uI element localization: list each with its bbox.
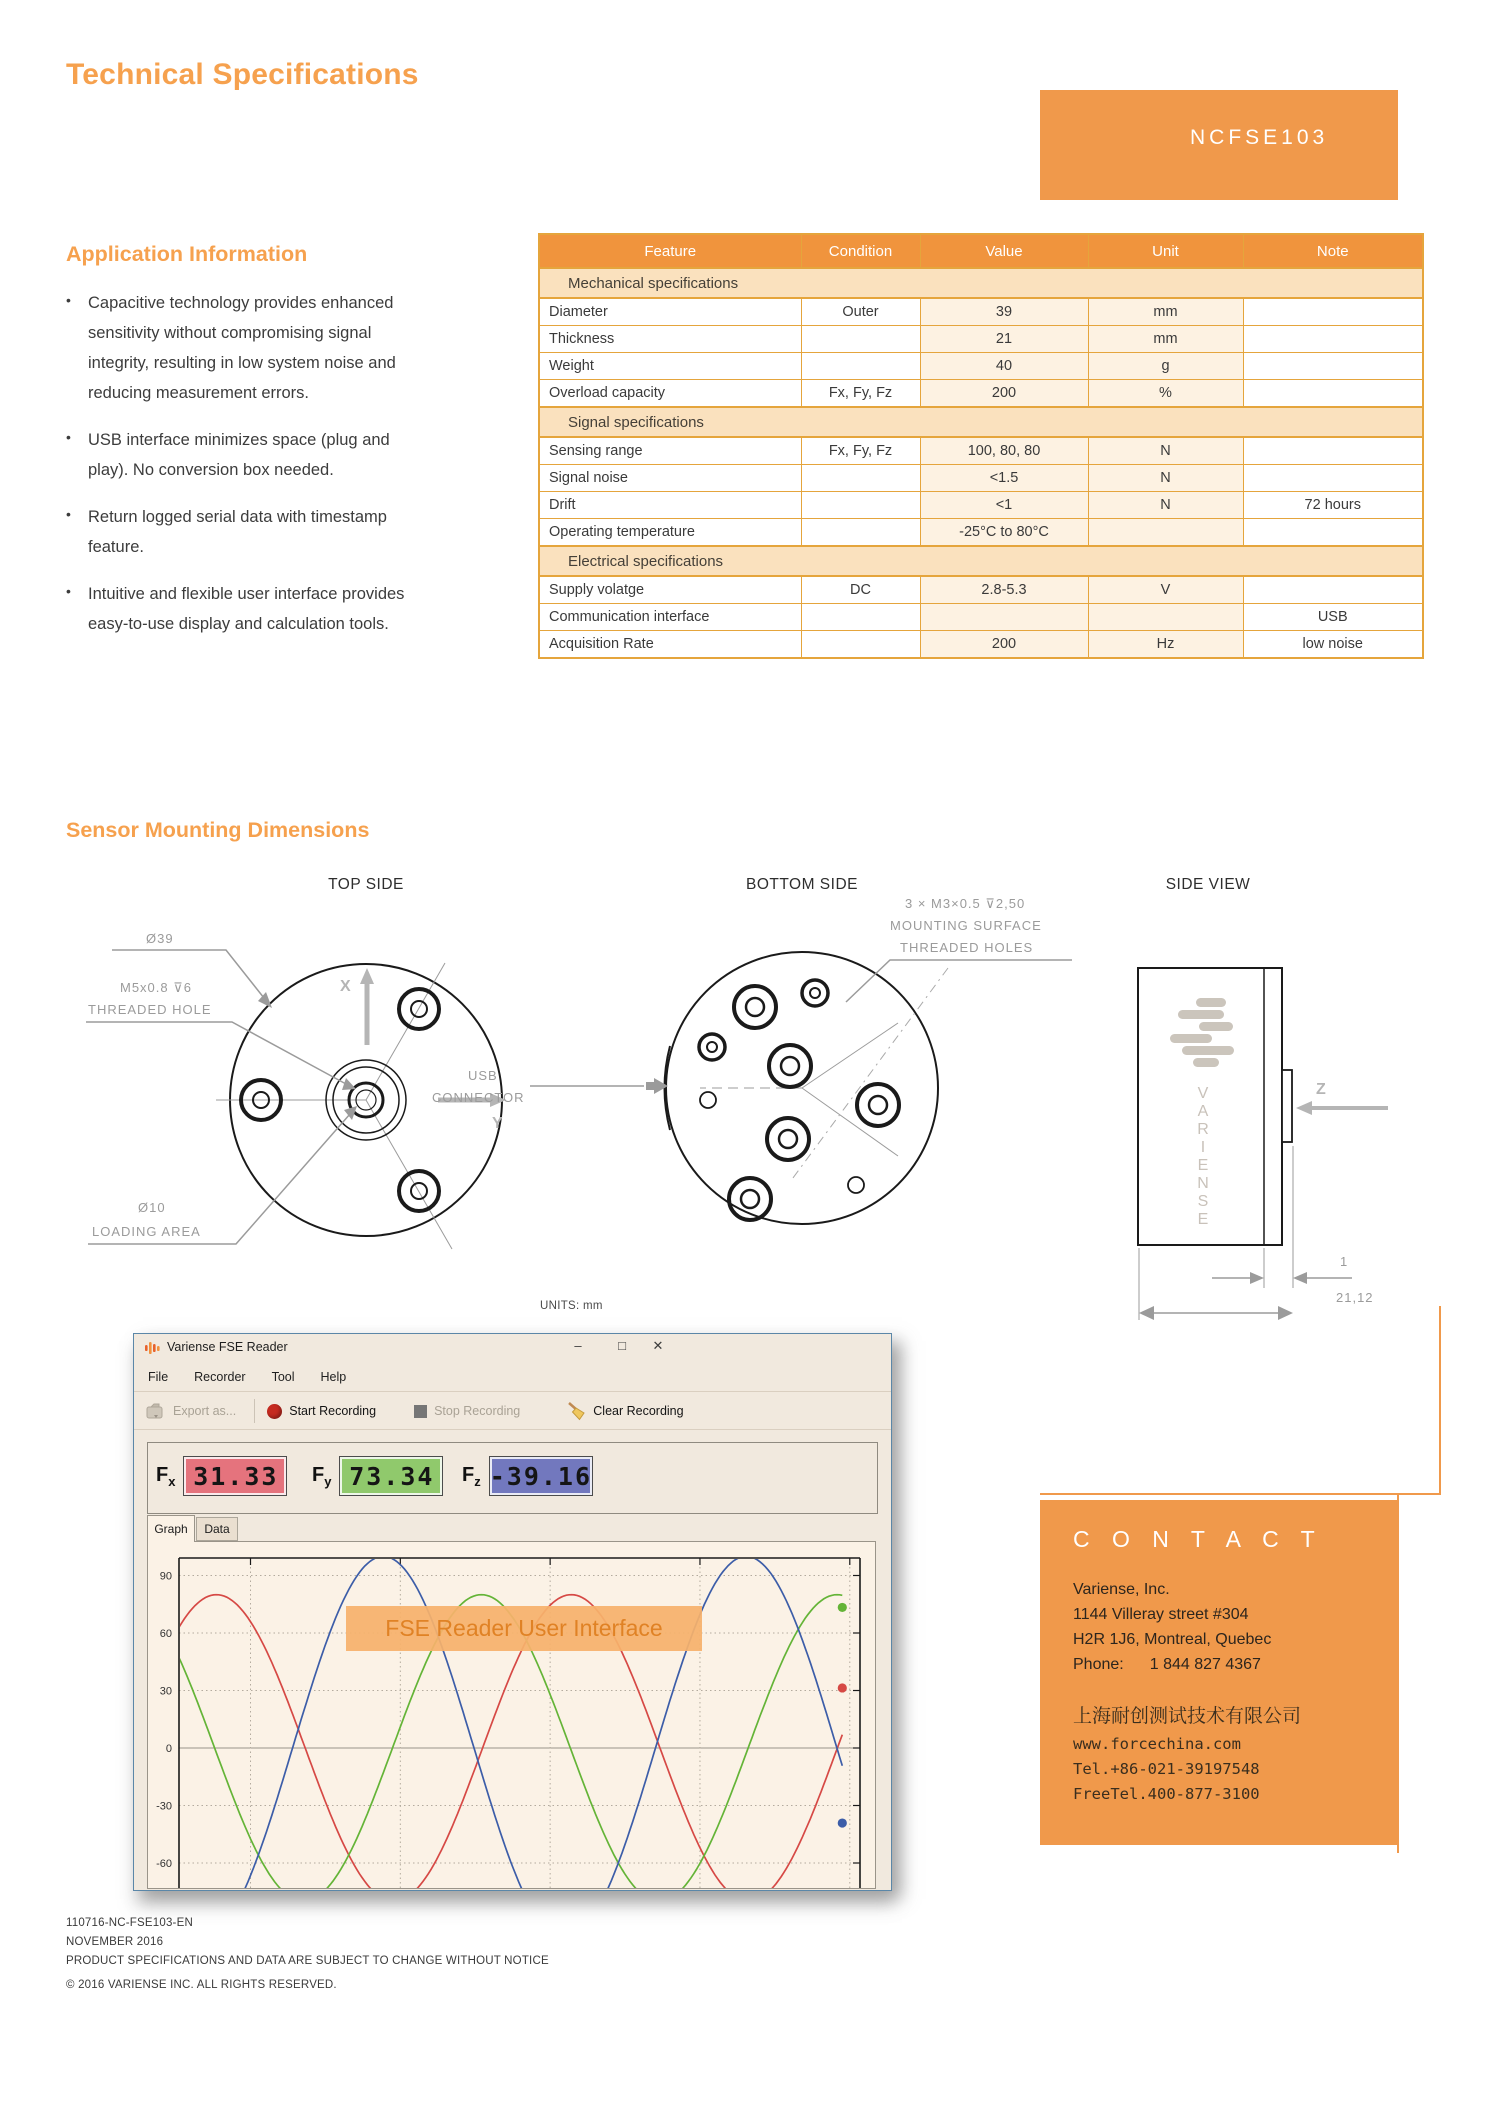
bullet-item: • Return logged serial data with timestamp feature. <box>66 502 418 562</box>
table-cell: 200 <box>920 380 1088 408</box>
tab-data[interactable]: Data <box>196 1517 238 1541</box>
table-cell <box>801 519 920 547</box>
contact-rule-horizontal <box>1040 1493 1441 1495</box>
dim-small-label: 1 <box>1340 1254 1349 1269</box>
table-cell <box>801 492 920 519</box>
application-info-heading: Application Information <box>66 242 308 266</box>
table-row <box>539 492 1423 519</box>
contact-cn-company: 上海耐创测试技术有限公司 <box>1073 1705 1302 1727</box>
table-row <box>539 576 1423 604</box>
table-cell: Acquisition Rate <box>539 631 801 659</box>
app-icon <box>145 1341 161 1355</box>
start-recording-button[interactable]: Start Recording <box>267 1404 376 1419</box>
fy-value-display: 73.34 <box>339 1456 443 1496</box>
svg-text:60: 60 <box>159 1627 172 1640</box>
table-cell: 72 hours <box>1243 492 1423 519</box>
table-cell: Hz <box>1088 631 1243 659</box>
table-cell <box>801 326 920 353</box>
table-cell: mm <box>1088 326 1243 353</box>
table-cell <box>920 604 1088 631</box>
bottom-thread-label-1: 3 × M3×0.5 ⊽2,50 <box>905 896 1026 911</box>
table-header-cell: Feature <box>539 234 801 268</box>
menu-bar <box>134 1362 891 1392</box>
toolbar-separator <box>254 1399 255 1423</box>
table-header-row <box>539 234 1423 268</box>
table-cell <box>801 631 920 659</box>
graph-panel <box>147 1541 876 1889</box>
export-icon <box>146 1403 166 1419</box>
table-cell: N <box>1088 492 1243 519</box>
top-diameter-label: Ø39 <box>146 931 174 946</box>
footer-doc-number: 110716-NC-FSE103-EN <box>66 1917 193 1929</box>
usb-label-1: USB <box>468 1068 498 1083</box>
variense-logo-text: V A R I E N S E <box>1197 1085 1211 1228</box>
footer <box>66 1917 549 1998</box>
table-cell: N <box>1088 437 1243 465</box>
table-cell <box>801 465 920 492</box>
table-cell: <1 <box>920 492 1088 519</box>
table-row <box>539 407 1423 437</box>
contact-cn-freetel: FreeTel.400-877-3100 <box>1073 1785 1260 1803</box>
menu-item-recorder[interactable]: Recorder <box>194 1369 246 1384</box>
table-row <box>539 298 1423 326</box>
bottom-side-drawing <box>432 896 1072 1224</box>
view-label-side: SIDE VIEW <box>1165 876 1251 893</box>
fse-reader-window <box>133 1333 892 1891</box>
table-cell <box>1243 465 1423 492</box>
footer-disclaimer: PRODUCT SPECIFICATIONS AND DATA ARE SUBJECT TO CHANGE WITHOUT NOTICE <box>66 1955 549 1967</box>
table-cell: Fx, Fy, Fz <box>801 437 920 465</box>
table-header-cell: Unit <box>1088 234 1243 268</box>
table-header-cell: Note <box>1243 234 1423 268</box>
toolbar <box>134 1393 891 1430</box>
table-section-cell: Signal specifications <box>539 407 1423 437</box>
bullet-item: • Intuitive and flexible user interface provides easy-to-use display and calculation tools. <box>66 579 418 639</box>
tab-graph[interactable]: Graph <box>147 1515 195 1542</box>
table-cell: Outer <box>801 298 920 326</box>
table-cell: Fx, Fy, Fz <box>801 380 920 408</box>
table-row <box>539 465 1423 492</box>
table-cell <box>1243 437 1423 465</box>
axis-z-label: Z <box>1316 1081 1326 1098</box>
table-cell: Overload capacity <box>539 380 801 408</box>
table-row <box>539 519 1423 547</box>
table-cell <box>1088 604 1243 631</box>
table-cell <box>1243 298 1423 326</box>
broom-icon <box>566 1401 586 1421</box>
table-cell: 39 <box>920 298 1088 326</box>
maximize-icon[interactable]: □ <box>618 1338 626 1353</box>
table-cell: low noise <box>1243 631 1423 659</box>
contact-rule-vertical-top <box>1439 1306 1441 1493</box>
contact-heading: C O N T A C T <box>1073 1526 1323 1552</box>
table-row <box>539 631 1423 659</box>
force-plot <box>148 1542 875 1888</box>
top-loading-label-1: Ø10 <box>138 1200 166 1215</box>
bottom-thread-label-3: THREADED HOLES <box>900 940 1034 955</box>
table-cell: Weight <box>539 353 801 380</box>
contact-website: www.forcechina.com <box>1073 1735 1241 1753</box>
bullet-item: • Capacitive technology provides enhanced sensitivity without compromising signal integrity, resulting in low system noise and reducing measurement errors. <box>66 288 418 408</box>
table-cell: Diameter <box>539 298 801 326</box>
model-badge-label: NCFSE103 <box>1190 126 1329 149</box>
table-cell <box>1243 326 1423 353</box>
table-cell: N <box>1088 465 1243 492</box>
table-header-cell: Value <box>920 234 1088 268</box>
contact-address-1: 1144 Villeray street #304 <box>1073 1606 1249 1623</box>
footer-copyright: © 2016 VARIENSE INC. ALL RIGHTS RESERVED. <box>66 1979 337 1991</box>
watermark-banner <box>346 1606 702 1651</box>
top-thread-label-2: THREADED HOLE <box>88 1002 212 1017</box>
table-cell: g <box>1088 353 1243 380</box>
table-cell: 21 <box>920 326 1088 353</box>
mounting-drawings <box>0 890 1489 1330</box>
minimize-icon[interactable]: – <box>574 1338 582 1353</box>
spec-table <box>538 233 1424 659</box>
table-cell: Drift <box>539 492 801 519</box>
export-button[interactable]: Export as... <box>146 1403 236 1419</box>
table-cell: -25°C to 80°C <box>920 519 1088 547</box>
table-section-cell: Electrical specifications <box>539 546 1423 576</box>
bullet-icon: • <box>66 506 71 523</box>
bullet-item: • USB interface minimizes space (plug and play). No conversion box needed. <box>66 425 418 485</box>
table-cell <box>801 604 920 631</box>
bullet-icon: • <box>66 429 71 446</box>
clear-recording-button[interactable]: Clear Recording <box>566 1401 683 1421</box>
table-row <box>539 604 1423 631</box>
table-cell: mm <box>1088 298 1243 326</box>
window-title: Variense FSE Reader <box>167 1340 288 1354</box>
footer-date: NOVEMBER 2016 <box>66 1936 164 1948</box>
axis-x-label: X <box>340 978 351 995</box>
table-cell: Signal noise <box>539 465 801 492</box>
table-cell: Supply volatge <box>539 576 801 604</box>
table-cell: 200 <box>920 631 1088 659</box>
fx-readout: $F_x$ 31.33 <box>156 1456 287 1496</box>
table-cell <box>1243 353 1423 380</box>
svg-text:90: 90 <box>159 1570 172 1583</box>
table-row <box>539 437 1423 465</box>
usb-label-2: CONNECTOR <box>432 1090 525 1105</box>
contact-box <box>1040 1500 1398 1845</box>
stop-icon <box>414 1405 427 1418</box>
watermark-text: FSE Reader User Interface <box>385 1615 663 1641</box>
fz-value-display: -39.16 <box>489 1456 593 1496</box>
menu-item-help[interactable]: Help <box>320 1369 347 1384</box>
mounting-heading: Sensor Mounting Dimensions <box>66 818 370 842</box>
table-cell: 2.8-5.3 <box>920 576 1088 604</box>
table-cell: V <box>1088 576 1243 604</box>
bottom-thread-label-2: MOUNTING SURFACE <box>890 918 1042 933</box>
table-cell: 40 <box>920 353 1088 380</box>
close-icon[interactable]: ✕ <box>652 1338 664 1353</box>
bullet-icon: • <box>66 583 71 600</box>
fy-readout: $F_y$ 73.34 <box>312 1456 443 1496</box>
force-readout-panel <box>147 1442 878 1514</box>
table-row <box>539 353 1423 380</box>
contact-address-2: H2R 1J6, Montreal, Quebec <box>1073 1631 1272 1648</box>
dim-total-label: 21,12 <box>1336 1290 1374 1305</box>
side-view-drawing <box>1138 968 1388 1320</box>
table-cell: USB <box>1243 604 1423 631</box>
table-cell <box>1088 519 1243 547</box>
table-row <box>539 380 1423 408</box>
fx-value-display: 31.33 <box>183 1456 287 1496</box>
bullet-icon: • <box>66 292 71 308</box>
table-cell: Communication interface <box>539 604 801 631</box>
table-cell: % <box>1088 380 1243 408</box>
fz-readout: $F_z$ -39.16 <box>462 1456 593 1496</box>
table-cell: Thickness <box>539 326 801 353</box>
view-label-bottom: BOTTOM SIDE <box>745 876 858 893</box>
table-row <box>539 326 1423 353</box>
units-label: UNITS: mm <box>540 1300 603 1312</box>
table-cell <box>1243 576 1423 604</box>
record-icon <box>267 1404 282 1419</box>
table-cell <box>1243 380 1423 408</box>
top-loading-label-2: LOADING AREA <box>92 1224 201 1239</box>
table-cell <box>1243 519 1423 547</box>
svg-text:-30: -30 <box>156 1800 172 1813</box>
svg-text:-60: -60 <box>156 1858 172 1871</box>
table-cell: 100, 80, 80 <box>920 437 1088 465</box>
table-header-cell: Condition <box>801 234 920 268</box>
contact-company: Variense, Inc. <box>1073 1581 1170 1598</box>
window-titlebar[interactable] <box>134 1334 891 1362</box>
menu-item-tool[interactable]: Tool <box>271 1369 295 1384</box>
top-thread-label-1: M5x0.8 ⊽6 <box>120 980 192 995</box>
table-row <box>539 268 1423 298</box>
table-cell: DC <box>801 576 920 604</box>
table-cell: <1.5 <box>920 465 1088 492</box>
page-title: Technical Specifications <box>66 58 419 91</box>
svg-text:0: 0 <box>165 1743 172 1755</box>
contact-phone: Phone: 1 844 827 4367 <box>1073 1656 1261 1673</box>
table-cell <box>801 353 920 380</box>
application-info-list <box>66 288 418 656</box>
table-row <box>539 546 1423 576</box>
table-section-cell: Mechanical specifications <box>539 268 1423 298</box>
axis-y-label: Y <box>492 1115 503 1132</box>
table-cell: Operating temperature <box>539 519 801 547</box>
menu-item-file[interactable]: File <box>148 1369 169 1384</box>
contact-cn-tel: Tel.+86-021-39197548 <box>1073 1760 1260 1778</box>
stop-recording-button[interactable]: Stop Recording <box>414 1404 520 1418</box>
view-label-top: TOP SIDE <box>328 876 404 893</box>
model-badge <box>1040 90 1398 200</box>
table-cell: Sensing range <box>539 437 801 465</box>
svg-text:30: 30 <box>159 1685 172 1698</box>
